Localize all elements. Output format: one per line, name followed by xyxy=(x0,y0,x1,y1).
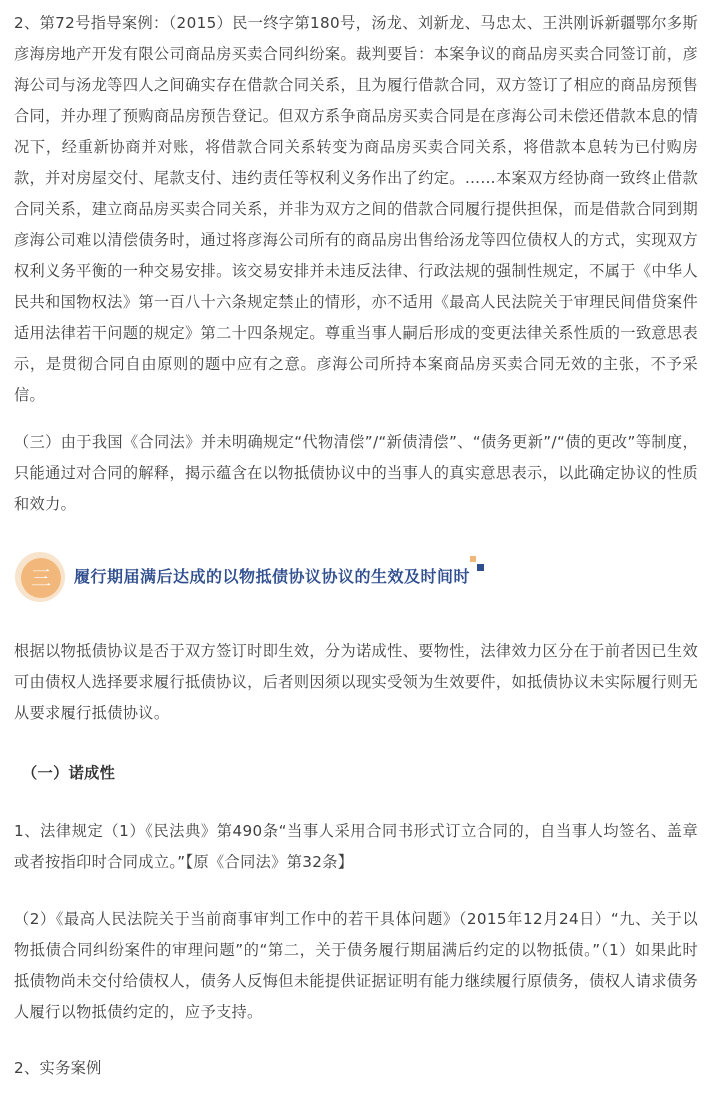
subheading-nuocheng: （一）诺成性 xyxy=(22,764,116,782)
law-provision-paragraph: 1、法律规定（1）《民法典》第490条“当事人采用合同书形式订立合同的，自当事人均签名、盖章或者按指印时合同成立。”【原《合同法》第32条】 xyxy=(14,822,698,871)
section-header xyxy=(14,552,698,604)
section-number-badge: 三 xyxy=(21,558,61,598)
decoration-square-blue xyxy=(477,564,484,571)
intro-paragraph: 根据以物抵债协议是否于双方签订时即生效，分为诺成性、要物性，法律效力区分在于前者因已生效可由债权人选择要求履行抵债协议，后者则因须以现实受领为生效要件，如抵债协议未实际履行则无从要求履行抵债协议。 xyxy=(14,642,698,722)
practice-cases-heading: 2、实务案例 xyxy=(14,1059,102,1077)
judicial-opinion-paragraph: （2）《最高人民法院关于当前商事审判工作中的若干具体问题》（2015年12月24日）“九、关于以物抵债合同纠纷案件的审理问题”的“第二，关于债务履行期届满后约定的以物抵债。”（1）如果此时抵债物尚未交付给债权人，债务人反悔但未能提供证据证明有能力继续履行原债务，债权人请求债务人履行以物抵债约定的，应予支持。 xyxy=(14,910,698,1021)
case-paragraph: 2、第72号指导案例：（2015）民一终字第180号，汤龙、刘新龙、马忠太、王洪刚诉新疆鄂尔多斯彦海房地产开发有限公司商品房买卖合同纠纷案。裁判要旨：本案争议的商品房买卖合同签订前，彦海公司与汤龙等四人之间确实存在借款合同关系，且为履行借款合同，双方签订了相应的商品房预售合同，并办理了预购商品房预告登记。但双方系争商品房买卖合同是在彦海公司未偿还借款本息的情况下，经重新协商并对账，将借款合同关系转变为商品房买卖合同关系，将借款本息转为已付购房款，并对房屋交付、尾款支付、违约责任等权利义务作出了约定。……本案双方经协商一致终止借款合同关系，建立商品房买卖合同关系，并非为双方之间的借款合同履行提供担保，而是借款合同到期彦海公司难以清偿债务时，通过将彦海公司所有的商品房出售给汤龙等四位债权人的方式，实现双方权利义务平衡的一种交易安排。该交易安排并未违反法律、行政法规的强制性规定，不属于《中华人民共和国物权法》第一百八十六条规定禁止的情形，亦不适用《最高人民法院关于审理民间借贷案件适用法律若干问题的规定》第二十四条规定。尊重当事人嗣后形成的变更法律关系性质的一致意思表示，是贯彻合同自由原则的题中应有之意。彦海公司所持本案商品房买卖合同无效的主张，不予采信。 xyxy=(14,14,698,404)
decoration-square-orange xyxy=(470,556,476,562)
section-title: 履行期届满后达成的以物抵债协议协议的生效及时间时 xyxy=(74,567,471,586)
contract-law-paragraph: （三）由于我国《合同法》并未明确规定“代物清偿”/“新债清偿”、“债务更新”/“债的更改”等制度，只能通过对合同的解释，揭示蕴含在以物抵债协议中的当事人的真实意思表示，以此确定协议的性质和效力。 xyxy=(14,433,698,513)
